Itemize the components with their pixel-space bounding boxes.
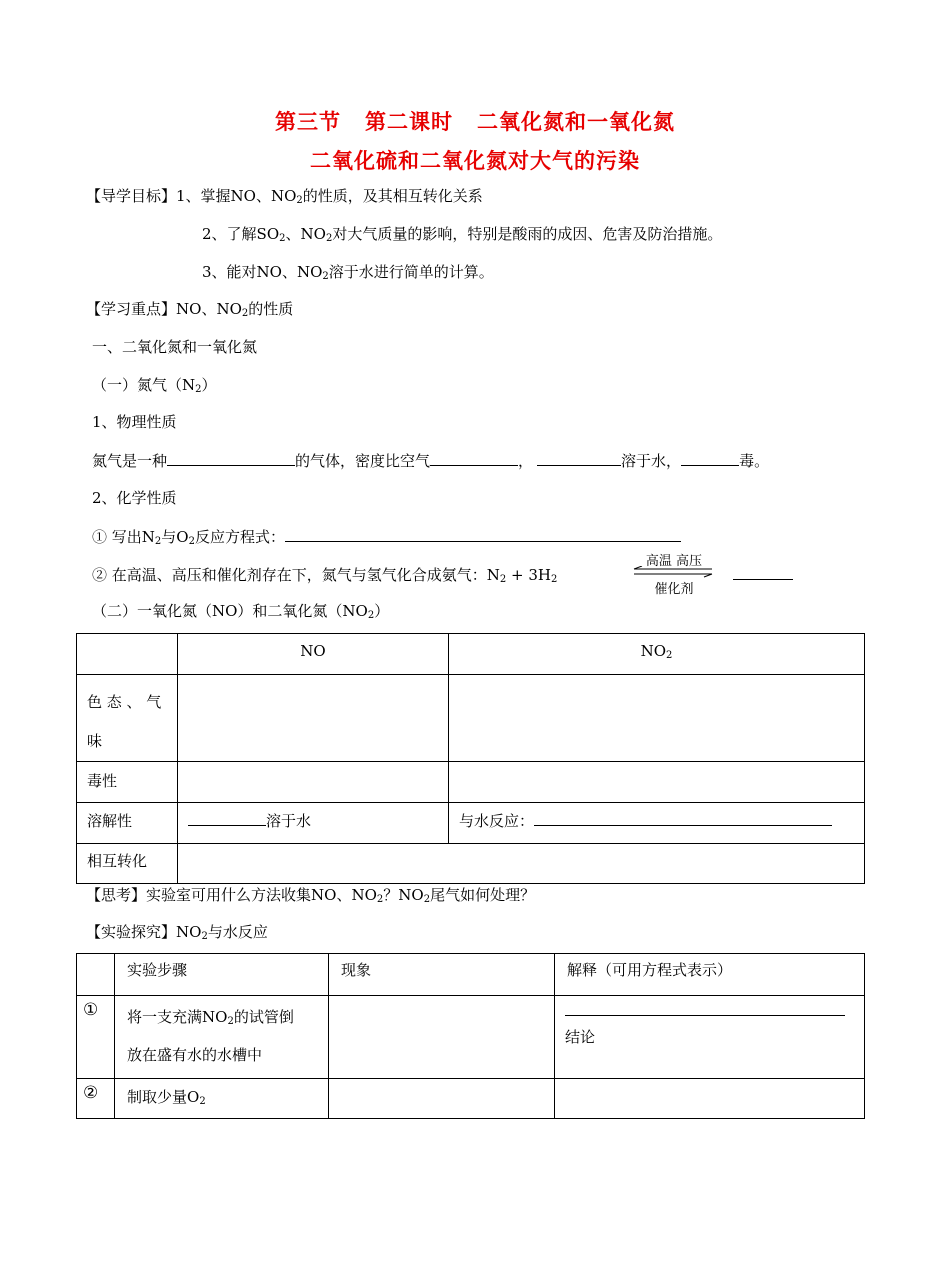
blank-density[interactable] bbox=[430, 451, 518, 466]
table-row bbox=[77, 1079, 865, 1119]
goal-item-2: 2、了解$SO_2$、$NO_2$对大气质量的影响，特别是酸雨的成因、危害及防治措施。 bbox=[202, 225, 723, 244]
table-header-steps: 实验步骤 bbox=[115, 954, 329, 996]
row-label-solubility: 溶解性 bbox=[77, 803, 178, 844]
row-label-color-odor: 色 态 、 气 味 bbox=[77, 675, 178, 762]
title-topic: 二氧化氮和一氧化氮 bbox=[477, 110, 675, 134]
table-row bbox=[77, 762, 865, 803]
chemical-properties-title: 2、化学性质 bbox=[92, 489, 177, 507]
cell-no-solubility: 溶于水 bbox=[178, 803, 449, 844]
chem-question-2: ② 在高温、高压和催化剂存在下，氮气与氢气化合成氨气：$N_2 + 3H_2$ bbox=[92, 566, 558, 585]
blank-solubility[interactable] bbox=[537, 451, 621, 466]
cell-no2-toxicity[interactable] bbox=[449, 762, 865, 803]
table-row bbox=[77, 803, 865, 844]
table-header-no2: $NO_2$ bbox=[449, 634, 865, 675]
table-row bbox=[77, 634, 865, 675]
think-question: 【思考】实验室可用什么方法收集NO、$NO_2$？$NO_2$尾气如何处理？ bbox=[86, 886, 536, 905]
subsection-no-no2: （二）一氧化氮（NO）和二氧化氮$(NO_2)$ bbox=[92, 602, 390, 621]
table-row bbox=[77, 954, 865, 996]
blank-toxicity[interactable] bbox=[681, 451, 739, 466]
blank-no-solubility[interactable] bbox=[188, 811, 266, 826]
cell-phenomenon-1[interactable] bbox=[329, 996, 555, 1079]
goal-item-1: 【导学目标】1、掌握NO、$NO_2$的性质，及其相互转化关系 bbox=[86, 187, 483, 206]
title-line-1 bbox=[0, 106, 950, 136]
physical-properties-title: 1、物理性质 bbox=[92, 413, 177, 431]
row-label-toxicity: 毒性 bbox=[77, 762, 178, 803]
table-row bbox=[77, 996, 865, 1079]
table-header-phenomenon: 现象 bbox=[329, 954, 555, 996]
table-row bbox=[77, 675, 865, 762]
no-no2-comparison-table bbox=[76, 633, 865, 884]
cell-phenomenon-2[interactable] bbox=[329, 1079, 555, 1119]
blank-gas-description[interactable] bbox=[167, 451, 295, 466]
title-section: 第三节 bbox=[275, 110, 341, 134]
reaction-condition-bottom: 催化剂 bbox=[654, 582, 694, 597]
table-cell-corner bbox=[77, 634, 178, 675]
table-header-no: NO bbox=[178, 634, 449, 675]
learning-focus: 【学习重点】NO、$NO_2$的性质 bbox=[86, 300, 294, 319]
subsection-nitrogen: （一）氮气$(N_2)$ bbox=[92, 376, 217, 395]
experiment-table bbox=[76, 953, 865, 1119]
cell-no2-color-odor[interactable] bbox=[449, 675, 865, 762]
cell-step-2: 制取少量$O_2$ bbox=[115, 1079, 329, 1119]
table-row bbox=[77, 844, 865, 884]
cell-explanation-1: 结论 bbox=[555, 996, 865, 1079]
row-number-1: ① bbox=[77, 996, 115, 1079]
cell-interconversion[interactable] bbox=[178, 844, 865, 884]
table-header-explanation: 解释（可用方程式表示） bbox=[555, 954, 865, 996]
row-number-2: ② bbox=[77, 1079, 115, 1119]
chem-question-1: ① 写出$N_2$与$O_2$反应方程式： bbox=[92, 526, 681, 547]
cell-no2-solubility: 与水反应： bbox=[449, 803, 865, 844]
reversible-arrow-icon bbox=[632, 566, 714, 578]
blank-ammonia-product[interactable] bbox=[733, 579, 793, 580]
section-heading-1: 一、二氧化氮和一氧化氮 bbox=[92, 338, 258, 356]
goal-item-3: 3、能对NO、$NO_2$溶于水进行简单的计算。 bbox=[202, 263, 494, 282]
table-cell-corner bbox=[77, 954, 115, 996]
experiment-heading: 【实验探究】$NO_2$与水反应 bbox=[86, 923, 268, 942]
cell-step-1: 将一支充满$NO_2$的试管倒 放在盛有水的水槽中 bbox=[115, 996, 329, 1079]
title-lesson: 第二课时 bbox=[365, 110, 453, 134]
cell-explanation-2[interactable] bbox=[555, 1079, 865, 1119]
physical-properties-line: 氮气是一种 的气体，密度比空气 ， 溶于水， 毒。 bbox=[92, 452, 770, 470]
row-label-interconversion: 相互转化 bbox=[77, 844, 178, 884]
blank-no2-water-reaction[interactable] bbox=[534, 811, 832, 826]
cell-no-color-odor[interactable] bbox=[178, 675, 449, 762]
cell-no-toxicity[interactable] bbox=[178, 762, 449, 803]
reaction-condition-top: 高温 高压 bbox=[645, 554, 703, 569]
title-line-2: 二氧化硫和二氧化氮对大气的污染 bbox=[310, 149, 640, 173]
blank-equation-n2-o2[interactable] bbox=[285, 527, 681, 542]
